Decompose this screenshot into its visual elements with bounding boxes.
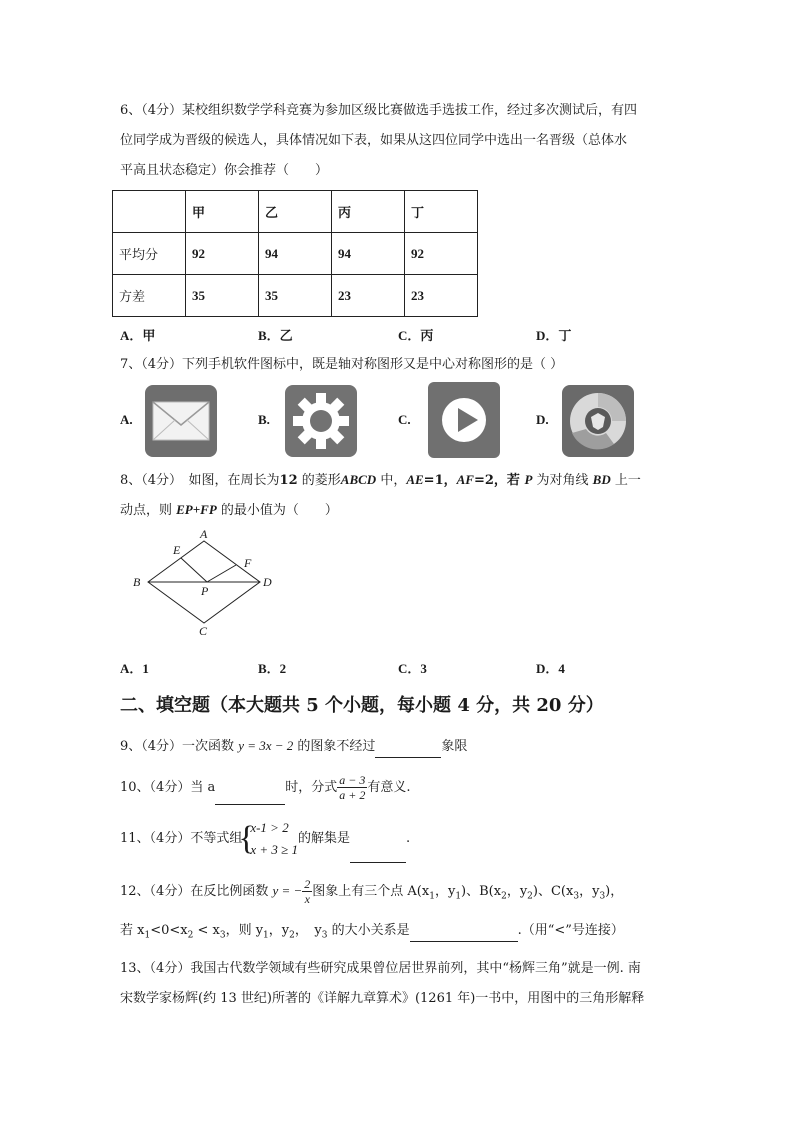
browser-logo-icon[interactable]: [562, 385, 634, 461]
q8-shape-name: ABCD: [340, 472, 377, 487]
q12-text: ，y: [579, 884, 600, 899]
q8-text: 8、（4分） 如图，在周长为: [120, 473, 280, 488]
q12-denominator: x: [304, 892, 310, 906]
q8-text: 的最小值为（ ）: [216, 503, 338, 518]
q6-option-b[interactable]: B．乙: [258, 328, 293, 343]
table-cell: 方差: [113, 275, 186, 317]
q9-text: 象限: [441, 739, 468, 754]
q6-option-d[interactable]: D．丁: [536, 328, 572, 343]
q12-text: < x: [193, 923, 220, 938]
table-cell: 35: [186, 275, 259, 317]
q11-answer-blank[interactable]: [350, 816, 406, 863]
q10-text: 时，分式: [285, 780, 338, 795]
q6-option-a[interactable]: A．甲: [120, 328, 156, 343]
q10-text: 有意义.: [367, 780, 411, 795]
q11-inequality-system: [242, 817, 298, 861]
q12-text: 图象上有三个点 A(x: [312, 884, 430, 899]
subscript: 1: [429, 891, 435, 902]
score-table: [112, 190, 478, 317]
label-b: B: [133, 575, 141, 589]
table-cell: 94: [332, 233, 405, 275]
q8-text: 动点，则: [120, 503, 177, 518]
q8-af: AF: [456, 472, 474, 487]
label-c: C: [199, 624, 208, 638]
q8-text: 的菱形: [297, 473, 341, 488]
q12-text: .（用“<”号连接）: [517, 923, 624, 938]
table-cell: 平均分: [113, 233, 186, 275]
subscript: 1: [455, 891, 462, 902]
table-cell: 乙: [259, 191, 332, 233]
q12-text: ，y: [434, 884, 456, 899]
q8-diagonal: BD: [592, 472, 611, 487]
q6-line-3: 平高且状态稳定）你会推荐（ ）: [120, 163, 329, 178]
q10-text: 10、（4分）当 a: [120, 780, 216, 795]
table-cell: 92: [186, 233, 259, 275]
q12-line-1: [120, 874, 623, 914]
q12-text: ，y: [268, 923, 290, 938]
q8-ae: AE: [406, 472, 424, 487]
q12-text: 若 x: [120, 923, 145, 938]
q8-line-2: [120, 500, 338, 521]
subscript: 1: [263, 930, 269, 941]
table-cell: 23: [332, 275, 405, 317]
subscript: 2: [527, 891, 533, 902]
q8-option-a[interactable]: A．1: [120, 661, 149, 676]
q12-text: <0<x: [150, 923, 188, 938]
q6-line-2: 位同学成为晋级的候选人，具体情况如下表，如果从这四位同学中选出一名晋级（总体水: [120, 133, 628, 148]
q6-line-1: 6、（4分）某校组织数学学科竞赛为参加区级比赛做选手选拔工作，经过多次测试后，有四: [120, 103, 638, 118]
table-cell: 35: [259, 275, 332, 317]
q7-option-c-label[interactable]: C.: [398, 412, 411, 427]
table-cell: 丙: [332, 191, 405, 233]
subscript: 2: [187, 930, 194, 941]
q8-point-p: P: [524, 472, 533, 487]
label-a: A: [200, 528, 208, 541]
q9-text: 9、（4分）一次函数: [120, 739, 239, 754]
label-e: E: [173, 543, 181, 557]
q10-denominator: a + 2: [339, 788, 366, 802]
q8-expression: EP+FP: [176, 502, 217, 517]
table-row: [113, 191, 478, 233]
q6-option-c[interactable]: C．丙: [398, 328, 434, 343]
q12-text: )、B(x: [461, 884, 502, 899]
q8-text: 上一: [610, 473, 641, 488]
q7-option-d-label[interactable]: D.: [536, 412, 549, 427]
q12-text: 的大小关系是: [327, 923, 410, 938]
subscript: 1: [144, 930, 151, 941]
table-cell: 丁: [405, 191, 478, 233]
q7-text: 7、（4分）下列手机软件图标中，既是轴对称图形又是中心对称图形的是（ ）: [120, 357, 564, 372]
table-cell: [113, 191, 186, 233]
q8-option-b[interactable]: B．2: [258, 661, 287, 676]
q13-line-2: 宋数学家杨辉(约 13 世纪)所著的《详解九章算术》(1261 年)一书中，用图中的三角形解释: [120, 991, 645, 1006]
q8-ae-value: =1，: [423, 473, 457, 488]
subscript: 3: [599, 891, 606, 902]
subscript: 3: [219, 930, 226, 941]
q8-text: 中，: [376, 473, 407, 488]
q10-line: [120, 772, 410, 805]
q12-line-2: [120, 921, 624, 946]
table-cell: 94: [259, 233, 332, 275]
q12-text: 12、（4分）在反比例函数: [120, 884, 273, 899]
q10-fraction: [337, 773, 367, 802]
q12-text: ，y: [506, 884, 528, 899]
q12-answer-blank[interactable]: [410, 921, 518, 942]
table-row: [113, 275, 478, 317]
q11-text: 的解集是: [298, 831, 351, 846]
q10-answer-blank[interactable]: [215, 772, 285, 805]
subscript: 3: [573, 891, 580, 902]
q13-line-1: 13、（4分）我国古代数学领域有些研究成果曾位居世界前列，其中“杨辉三角”就是一例. 南: [120, 961, 641, 976]
label-p: P: [201, 584, 209, 598]
label-d: D: [263, 575, 272, 589]
q11-line: [120, 816, 410, 863]
subscript: 3: [321, 930, 328, 941]
envelope-icon[interactable]: [145, 385, 217, 461]
subscript: 2: [501, 891, 507, 902]
q12-text: ，则 y: [225, 923, 264, 938]
table-cell: 23: [405, 275, 478, 317]
q9-line: [120, 736, 467, 758]
rhombus-figure: [128, 528, 288, 647]
q7-option-b-label[interactable]: B.: [258, 412, 270, 427]
q8-af-value: =2，若: [473, 473, 525, 488]
table-cell: 甲: [186, 191, 259, 233]
q12-numerator: 2: [304, 877, 311, 891]
q11-text: 11、（4分）不等式组: [120, 831, 243, 846]
q12-fraction: [302, 877, 312, 906]
q8-text: 为对角线: [532, 473, 593, 488]
q9-function: y = 3x − 2: [238, 738, 294, 753]
table-cell: 92: [405, 233, 478, 275]
q8-perimeter: 12: [279, 473, 298, 488]
q12-text: )，: [605, 884, 624, 899]
subscript: 2: [289, 930, 295, 941]
q11-inequality-1: { x-1 > 2: [250, 819, 289, 835]
q12-text: ， y: [294, 923, 322, 938]
q8-option-c[interactable]: C．3: [398, 661, 427, 676]
q11-text: .: [406, 831, 411, 846]
q10-numerator: a − 3: [339, 773, 366, 787]
q8-line-1: [120, 470, 641, 491]
label-f: F: [244, 556, 252, 570]
gear-icon[interactable]: [285, 385, 357, 461]
q12-text: )、C(x: [532, 884, 574, 899]
q9-answer-blank[interactable]: [375, 737, 441, 758]
q11-inequality-2: x + 3 ≥ 1: [250, 841, 299, 857]
play-icon[interactable]: [428, 382, 500, 462]
table-row: [113, 233, 478, 275]
q9-text: 的图象不经过: [293, 739, 376, 754]
q7-option-a-label[interactable]: A.: [120, 412, 133, 427]
q12-function: y = −: [272, 883, 303, 898]
section-title: 二、填空题（本大题共 5 个小题，每小题 4 分，共 20 分）: [120, 695, 604, 716]
q8-option-d[interactable]: D．4: [536, 661, 565, 676]
